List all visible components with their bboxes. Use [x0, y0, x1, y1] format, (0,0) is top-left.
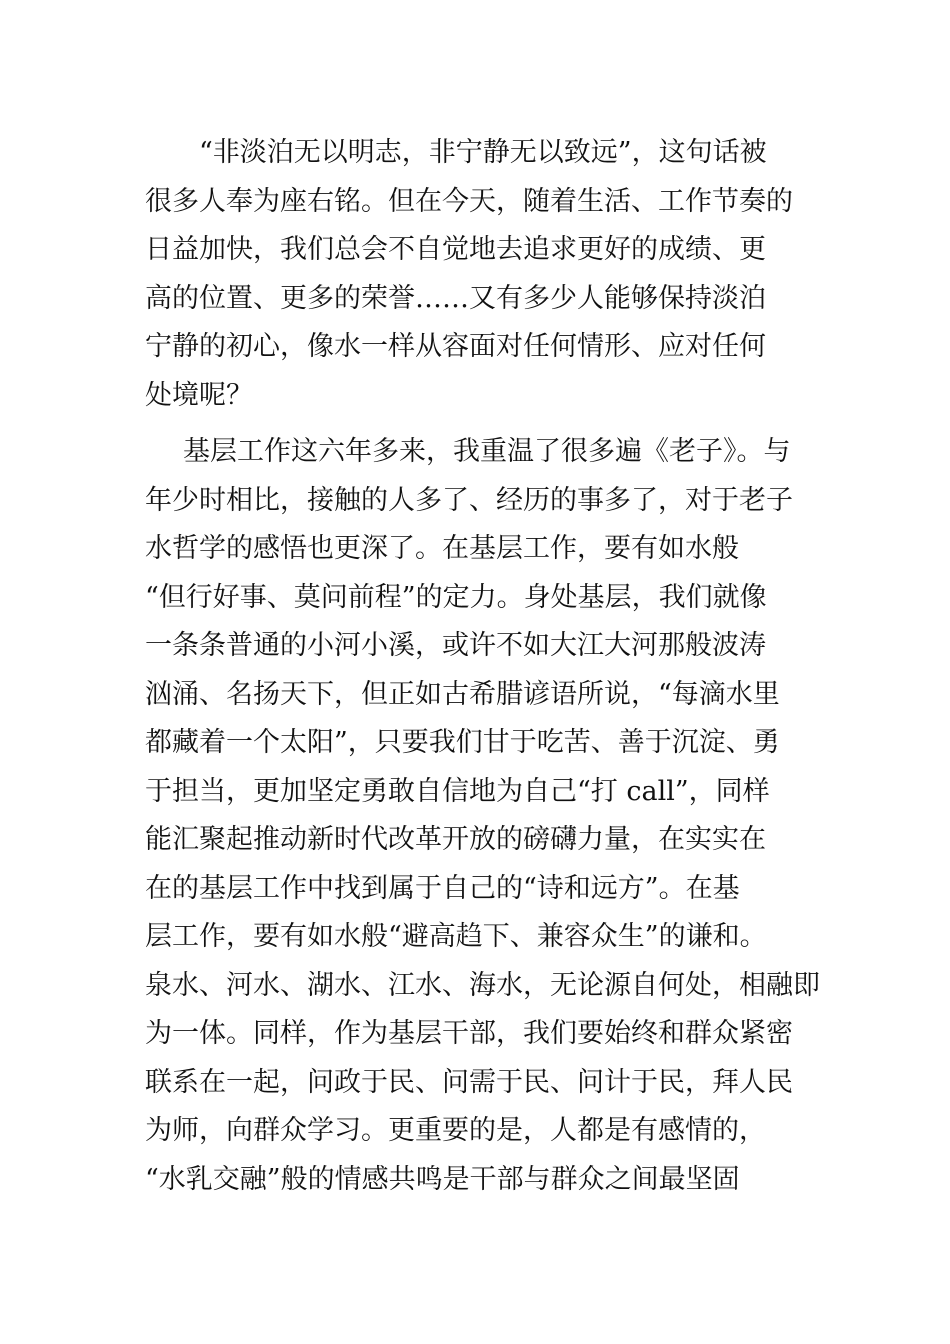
text-line: 宁静的初心，像水一样从容面对任何情形、应对任何: [145, 331, 766, 362]
text-line: 年少时相比，接触的人多了、经历的事多了，对于老子: [145, 484, 793, 516]
text-line: “水乳交融”般的情感共鸣是干部与群众之间最坚固: [145, 1163, 740, 1195]
paragraph-2: [145, 428, 820, 1204]
text-line: “但行好事、莫问前程”的定力。身处基层，我们就像: [145, 581, 767, 613]
text-line: 很多人奉为座右铭。但在今天，随着生活、工作节奏的: [145, 185, 793, 217]
text-line: 汹涌、名扬天下，但正如古希腊谚语所说，“每滴水里: [145, 678, 780, 710]
text-line: 为一体。同样，作为基层干部，我们要始终和群众紧密: [145, 1018, 793, 1049]
text-line: 于担当，更加坚定勇敢自信地为自己“打 call”，同样: [145, 775, 770, 807]
text-line: 都藏着一个太阳”，只要我们甘于吃苦、善于沉淀、勇: [145, 727, 780, 758]
paragraph-1: [145, 129, 815, 420]
text-line: 泉水、河水、湖水、江水、海水，无论源自何处，相融即: [145, 969, 820, 1001]
text-line: 基层工作这六年多来，我重温了很多遍《老子》。与: [183, 436, 791, 467]
text-line: 高的位置、更多的荣誉……又有多少人能够保持淡泊: [145, 282, 766, 314]
text-line: 日益加快，我们总会不自觉地去追求更好的成绩、更: [145, 234, 766, 265]
text-line: 联系在一起，问政于民、问需于民、问计于民，拜人民: [145, 1066, 793, 1098]
text-line: 在的基层工作中找到属于自己的“诗和远方”。在基: [145, 872, 740, 904]
text-line: 水哲学的感悟也更深了。在基层工作，要有如水般: [145, 533, 739, 564]
text-line: 能汇聚起推动新时代改革开放的磅礴力量，在实实在: [145, 824, 766, 855]
text-line: 一条条普通的小河小溪，或许不如大江大河那般波涛: [145, 630, 766, 661]
text-line: “非淡泊无以明志，非宁静无以致远”，这句话被: [199, 137, 767, 168]
text-line: 处境呢？: [145, 379, 253, 411]
text-line: 层工作，要有如水般“避高趋下、兼容众生”的谦和。: [145, 921, 767, 952]
text-line: 为师，向群众学习。更重要的是，人都是有感情的，: [145, 1115, 766, 1146]
body-text: [145, 129, 820, 1204]
